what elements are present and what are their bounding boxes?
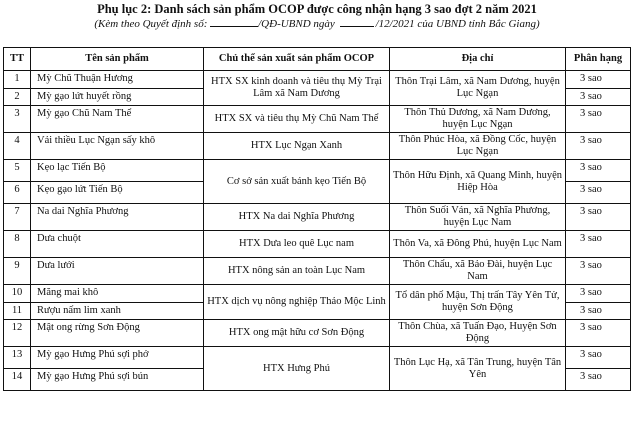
address-cell: Thôn Lục Hạ, xã Tân Trung, huyện Tân Yên bbox=[390, 347, 566, 391]
producer-cell: Cơ sở sản xuất bánh kẹo Tiến Bộ bbox=[204, 160, 390, 204]
producer-cell: HTX Na dai Nghĩa Phương bbox=[204, 204, 390, 231]
rank-cell: 3 sao bbox=[566, 231, 631, 258]
document-title: Phụ lục 2: Danh sách sản phẩm OCOP được công nhận hạng 3 sao đợt 2 năm 2021 bbox=[97, 2, 537, 16]
rank-cell: 3 sao bbox=[566, 347, 631, 369]
address-cell: Thôn Suối Ván, xã Nghĩa Phương, huyện Lục Nam bbox=[390, 204, 566, 231]
row-number: 9 bbox=[4, 258, 31, 285]
product-name: Na dai Nghĩa Phương bbox=[31, 204, 204, 231]
table-row bbox=[4, 133, 631, 160]
table-row bbox=[4, 347, 631, 369]
producer-cell: HTX Dưa leo quê Lục nam bbox=[204, 231, 390, 258]
product-name: Rượu nấm lim xanh bbox=[31, 302, 204, 320]
ocop-product-table bbox=[3, 47, 631, 391]
subtitle-prefix: (Kèm theo Quyết định số: bbox=[94, 18, 208, 30]
table-row bbox=[4, 204, 631, 231]
rank-cell: 3 sao bbox=[566, 258, 631, 285]
address-cell: Thôn Chùa, xã Tuấn Đạo, Huyện Sơn Động bbox=[390, 320, 566, 347]
producer-cell: HTX dịch vụ nông nghiệp Thảo Mộc Linh bbox=[204, 285, 390, 320]
row-number: 3 bbox=[4, 106, 31, 133]
address-cell: Thôn Chẩu, xã Bảo Đài, huyện Lục Nam bbox=[390, 258, 566, 285]
row-number: 6 bbox=[4, 182, 31, 204]
address-cell: Thôn Phúc Hòa, xã Đồng Cốc, huyện Lục Ngạn bbox=[390, 133, 566, 160]
rank-cell: 3 sao bbox=[566, 71, 631, 89]
header-producer: Chủ thể sản xuất sản phẩm OCOP bbox=[204, 48, 390, 71]
product-name: Dưa chuột bbox=[31, 231, 204, 258]
subtitle-decision-suffix: /QĐ-UBND ngày bbox=[258, 18, 335, 30]
product-name: Mỳ gạo Hưng Phú sợi phở bbox=[31, 347, 204, 369]
header-product-name: Tên sản phẩm bbox=[31, 48, 204, 71]
producer-cell: HTX Lục Ngạn Xanh bbox=[204, 133, 390, 160]
product-name: Kẹo gạo lứt Tiến Bộ bbox=[31, 182, 204, 204]
header-tt: TT bbox=[4, 48, 31, 71]
rank-cell: 3 sao bbox=[566, 204, 631, 231]
table-row bbox=[4, 71, 631, 89]
producer-cell: HTX SX và tiêu thụ Mỳ Chũ Nam Thể bbox=[204, 106, 390, 133]
table-row bbox=[4, 320, 631, 347]
rank-cell: 3 sao bbox=[566, 369, 631, 391]
product-name: Mỳ Chũ Thuận Hương bbox=[31, 71, 204, 89]
rank-cell: 3 sao bbox=[566, 133, 631, 160]
row-number: 11 bbox=[4, 302, 31, 320]
document-subtitle bbox=[0, 16, 634, 31]
header-rank: Phân hạng bbox=[566, 48, 631, 71]
table-header-row bbox=[4, 48, 631, 71]
producer-cell: HTX Hưng Phú bbox=[204, 347, 390, 391]
product-name: Mỳ gạo Chũ Nam Thể bbox=[31, 106, 204, 133]
address-cell: Tổ dân phố Mậu, Thị trấn Tây Yên Tử, huyện Sơn Động bbox=[390, 285, 566, 320]
address-cell: Thôn Va, xã Đông Phú, huyện Lục Nam bbox=[390, 231, 566, 258]
row-number: 14 bbox=[4, 369, 31, 391]
address-cell: Thôn Trại Lâm, xã Nam Dương, huyện Lục Ngạn bbox=[390, 71, 566, 106]
row-number: 2 bbox=[4, 88, 31, 106]
rank-cell: 3 sao bbox=[566, 88, 631, 106]
decision-day-blank bbox=[340, 16, 374, 27]
address-cell: Thôn Hữu Định, xã Quang Minh, huyện Hiệp Hòa bbox=[390, 160, 566, 204]
table-row bbox=[4, 258, 631, 285]
rank-cell: 3 sao bbox=[566, 320, 631, 347]
product-name: Mỳ gạo lứt huyết rồng bbox=[31, 88, 204, 106]
producer-cell: HTX ong mật hữu cơ Sơn Động bbox=[204, 320, 390, 347]
table-row bbox=[4, 106, 631, 133]
header-address: Địa chỉ bbox=[390, 48, 566, 71]
rank-cell: 3 sao bbox=[566, 106, 631, 133]
product-name: Mật ong rừng Sơn Động bbox=[31, 320, 204, 347]
subtitle-date-suffix: /12/2021 của UBND tỉnh Bắc Giang) bbox=[375, 18, 540, 30]
product-name: Kẹo lạc Tiến Bộ bbox=[31, 160, 204, 182]
row-number: 4 bbox=[4, 133, 31, 160]
table-row bbox=[4, 231, 631, 258]
row-number: 13 bbox=[4, 347, 31, 369]
producer-cell: HTX nông sản an toàn Lục Nam bbox=[204, 258, 390, 285]
table-row bbox=[4, 160, 631, 182]
row-number: 10 bbox=[4, 285, 31, 303]
row-number: 8 bbox=[4, 231, 31, 258]
table-row bbox=[4, 285, 631, 303]
product-name: Mỳ gạo Hưng Phú sợi bún bbox=[31, 369, 204, 391]
address-cell: Thôn Thủ Dương, xã Nam Dương, huyện Lục Ngạn bbox=[390, 106, 566, 133]
row-number: 12 bbox=[4, 320, 31, 347]
rank-cell: 3 sao bbox=[566, 182, 631, 204]
rank-cell: 3 sao bbox=[566, 160, 631, 182]
row-number: 1 bbox=[4, 71, 31, 89]
rank-cell: 3 sao bbox=[566, 285, 631, 303]
product-name: Vải thiều Lục Ngạn sấy khô bbox=[31, 133, 204, 160]
decision-number-blank bbox=[210, 16, 258, 27]
rank-cell: 3 sao bbox=[566, 302, 631, 320]
row-number: 5 bbox=[4, 160, 31, 182]
product-name: Dưa lưới bbox=[31, 258, 204, 285]
row-number: 7 bbox=[4, 204, 31, 231]
product-name: Măng mai khô bbox=[31, 285, 204, 303]
producer-cell: HTX SX kinh doanh và tiêu thụ Mỳ Trại Lâm xã Nam Dương bbox=[204, 71, 390, 106]
